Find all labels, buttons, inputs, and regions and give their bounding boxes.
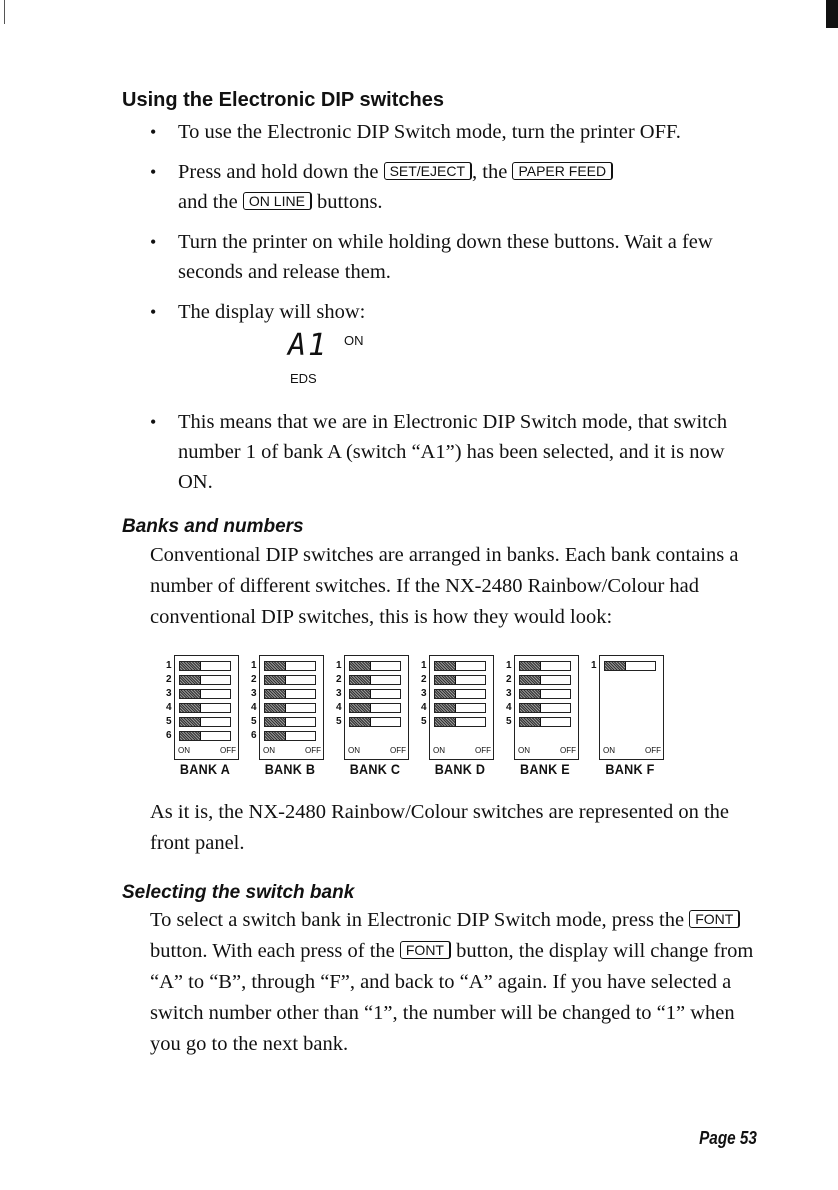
switch-number: 3 bbox=[251, 687, 257, 699]
bank-label: BANK E bbox=[520, 760, 570, 777]
switch-number: 5 bbox=[336, 715, 342, 727]
switch-knob bbox=[265, 704, 286, 712]
section-heading-banks: Banks and numbers bbox=[122, 516, 304, 537]
switch-number: 4 bbox=[421, 701, 427, 713]
dip-switch bbox=[251, 730, 323, 742]
dip-switch bbox=[336, 688, 408, 700]
switch-knob bbox=[435, 662, 456, 670]
switch-number: 1 bbox=[506, 659, 512, 671]
switch-slot bbox=[349, 689, 401, 699]
instruction-list bbox=[122, 117, 762, 327]
paper-feed-key: PAPER FEED bbox=[512, 162, 613, 180]
switch-slot bbox=[179, 731, 231, 741]
on-off-legend bbox=[603, 746, 661, 756]
switch-knob bbox=[180, 732, 201, 740]
switch-slot bbox=[264, 661, 316, 671]
switch-number: 4 bbox=[166, 701, 172, 713]
switch-slot bbox=[519, 703, 571, 713]
dip-switch bbox=[421, 688, 493, 700]
switch-slot bbox=[264, 675, 316, 685]
switch-number: 1 bbox=[421, 659, 427, 671]
dip-switch bbox=[251, 660, 323, 672]
bullet-turn-off: • To use the Electronic DIP Switch mode, turn the printer OFF. bbox=[122, 117, 762, 147]
dip-switch bbox=[506, 660, 578, 672]
switch-slot bbox=[434, 703, 486, 713]
switch-number: 2 bbox=[166, 673, 172, 685]
switch-knob bbox=[520, 718, 541, 726]
section-heading-using: Using the Electronic DIP switches bbox=[122, 89, 444, 111]
paragraph-text: button, the display will change from “A” to “B”, through “F”, and back to “A” again. If you have selected a switch number other than “1”, the number will be changed to “1” when you go to the next bank. bbox=[150, 940, 754, 1056]
switch-knob bbox=[435, 718, 456, 726]
off-label: OFF bbox=[645, 745, 661, 755]
bullet-turn-on: • Turn the printer on while holding down these buttons. Wait a few seconds and release them. bbox=[122, 227, 762, 287]
switch-number: 3 bbox=[421, 687, 427, 699]
switch-slot bbox=[519, 675, 571, 685]
switch-slot bbox=[434, 717, 486, 727]
off-label: OFF bbox=[220, 745, 236, 755]
switch-knob bbox=[350, 662, 371, 670]
scan-edge-line bbox=[4, 0, 5, 24]
switch-knob bbox=[180, 676, 201, 684]
selecting-paragraph bbox=[122, 905, 762, 1060]
dip-switch bbox=[506, 716, 578, 728]
switch-knob bbox=[180, 704, 201, 712]
dip-switch bbox=[506, 674, 578, 686]
switch-number: 2 bbox=[506, 673, 512, 685]
switch-slot bbox=[264, 703, 316, 713]
switch-slot bbox=[179, 689, 231, 699]
dip-switch bbox=[166, 688, 238, 700]
document-page bbox=[122, 88, 762, 1060]
switch-number: 6 bbox=[166, 729, 172, 741]
switch-knob bbox=[265, 732, 286, 740]
bullet-text: buttons. bbox=[311, 191, 383, 213]
switch-knob bbox=[180, 662, 201, 670]
bullet-text: , the bbox=[472, 161, 513, 183]
switch-knob bbox=[520, 690, 541, 698]
switch-slot bbox=[519, 689, 571, 699]
switch-knob bbox=[350, 690, 371, 698]
off-label: OFF bbox=[305, 745, 321, 755]
switch-slot bbox=[434, 661, 486, 671]
switch-number: 5 bbox=[506, 715, 512, 727]
bank-label: BANK F bbox=[605, 760, 655, 777]
switch-number: 3 bbox=[336, 687, 342, 699]
switch-knob bbox=[265, 690, 286, 698]
lcd-on-indicator: ON bbox=[344, 333, 364, 348]
switch-slot bbox=[179, 703, 231, 713]
dip-switch bbox=[506, 702, 578, 714]
dip-switch bbox=[591, 660, 663, 672]
switch-number: 1 bbox=[336, 659, 342, 671]
paragraph-text: button. With each press of the bbox=[150, 940, 400, 963]
bullet-display-show: • The display will show: bbox=[122, 297, 762, 327]
dip-switch bbox=[166, 674, 238, 686]
bank-label: BANK A bbox=[179, 760, 231, 777]
dip-switch bbox=[336, 674, 408, 686]
on-label: ON bbox=[178, 745, 190, 755]
switch-number: 2 bbox=[421, 673, 427, 685]
dip-switch bbox=[336, 660, 408, 672]
dip-switch bbox=[251, 716, 323, 728]
switch-slot bbox=[604, 661, 656, 671]
switch-knob bbox=[520, 662, 541, 670]
switch-number: 5 bbox=[166, 715, 172, 727]
dip-switch bbox=[421, 660, 493, 672]
on-off-legend bbox=[348, 746, 406, 756]
scan-edge-mark bbox=[826, 0, 838, 28]
switch-slot bbox=[349, 661, 401, 671]
bullet-text: and the bbox=[178, 191, 243, 213]
dip-switch-banks-diagram bbox=[166, 655, 726, 775]
front-panel-paragraph: As it is, the NX-2480 Rainbow/Colour switches are represented on the front panel. bbox=[150, 800, 730, 854]
switch-slot bbox=[264, 717, 316, 727]
switch-knob bbox=[350, 676, 371, 684]
switch-slot bbox=[179, 675, 231, 685]
instruction-list-2 bbox=[122, 407, 762, 497]
dip-switch bbox=[251, 688, 323, 700]
paragraph-text: To select a switch bank in Electronic DIP Switch mode, press the bbox=[150, 909, 690, 932]
bank-label: BANK B bbox=[264, 760, 316, 777]
switch-slot bbox=[519, 717, 571, 727]
switch-slot bbox=[264, 731, 316, 741]
switch-number: 3 bbox=[506, 687, 512, 699]
on-line-key: ON LINE bbox=[243, 192, 312, 210]
font-key: FONT bbox=[689, 910, 740, 928]
switch-knob bbox=[350, 718, 371, 726]
bullet-press-hold bbox=[122, 157, 762, 217]
on-label: ON bbox=[263, 745, 275, 755]
dip-switch bbox=[336, 702, 408, 714]
switch-number: 2 bbox=[251, 673, 257, 685]
section-heading-selecting: Selecting the switch bank bbox=[122, 881, 355, 903]
dip-switch bbox=[166, 730, 238, 742]
switch-knob bbox=[520, 704, 541, 712]
dip-switch bbox=[166, 660, 238, 672]
switch-slot bbox=[264, 689, 316, 699]
switch-knob bbox=[605, 662, 626, 670]
on-off-legend bbox=[518, 746, 576, 756]
switch-number: 1 bbox=[591, 659, 597, 671]
switch-slot bbox=[179, 661, 231, 671]
bank-label: BANK D bbox=[434, 760, 486, 777]
switch-knob bbox=[435, 690, 456, 698]
banks-paragraph: Conventional DIP switches are arranged in banks. Each bank contains a number of different switches. If the NX-2480 Rainbow/Colour had conventional DIP switches, this is how they would look: bbox=[150, 543, 739, 628]
switch-knob bbox=[520, 676, 541, 684]
set-eject-key: SET/EJECT bbox=[384, 162, 472, 180]
switch-number: 6 bbox=[251, 729, 257, 741]
lcd-main-readout: A1 bbox=[288, 328, 329, 363]
on-off-legend bbox=[178, 746, 236, 756]
on-label: ON bbox=[603, 745, 615, 755]
dip-switch bbox=[166, 702, 238, 714]
on-off-legend bbox=[433, 746, 491, 756]
switch-slot bbox=[349, 717, 401, 727]
switch-knob bbox=[180, 690, 201, 698]
switch-knob bbox=[435, 676, 456, 684]
switch-number: 3 bbox=[166, 687, 172, 699]
switch-slot bbox=[519, 661, 571, 671]
switch-knob bbox=[265, 718, 286, 726]
switch-number: 4 bbox=[336, 701, 342, 713]
dip-switch bbox=[421, 716, 493, 728]
switch-number: 1 bbox=[251, 659, 257, 671]
switch-number: 5 bbox=[251, 715, 257, 727]
switch-number: 1 bbox=[166, 659, 172, 671]
switch-knob bbox=[180, 718, 201, 726]
dip-switch bbox=[421, 702, 493, 714]
off-label: OFF bbox=[475, 745, 491, 755]
dip-switch bbox=[251, 674, 323, 686]
lcd-eds-indicator: EDS bbox=[290, 371, 317, 386]
page-number: Page 53 bbox=[699, 1128, 757, 1148]
switch-number: 2 bbox=[336, 673, 342, 685]
off-label: OFF bbox=[390, 745, 406, 755]
switch-number: 5 bbox=[421, 715, 427, 727]
switch-number: 4 bbox=[251, 701, 257, 713]
dip-switch bbox=[251, 702, 323, 714]
switch-knob bbox=[435, 704, 456, 712]
switch-knob bbox=[265, 676, 286, 684]
switch-slot bbox=[179, 717, 231, 727]
on-label: ON bbox=[348, 745, 360, 755]
bank-label: BANK C bbox=[349, 760, 401, 777]
dip-switch bbox=[421, 674, 493, 686]
switch-knob bbox=[265, 662, 286, 670]
bullet-meaning: • This means that we are in Electronic DIP Switch mode, that switch number 1 of bank A (switch “A1”) has been selected, and it is now ON. bbox=[122, 407, 762, 497]
switch-slot bbox=[349, 675, 401, 685]
switch-knob bbox=[350, 704, 371, 712]
on-label: ON bbox=[433, 745, 445, 755]
dip-switch bbox=[506, 688, 578, 700]
font-key: FONT bbox=[400, 941, 451, 959]
switch-slot bbox=[349, 703, 401, 713]
switch-slot bbox=[434, 689, 486, 699]
on-label: ON bbox=[518, 745, 530, 755]
off-label: OFF bbox=[560, 745, 576, 755]
switch-number: 4 bbox=[506, 701, 512, 713]
bullet-text: Press and hold down the bbox=[178, 161, 384, 183]
on-off-legend bbox=[263, 746, 321, 756]
dip-switch bbox=[336, 716, 408, 728]
lcd-display bbox=[288, 328, 762, 397]
switch-slot bbox=[434, 675, 486, 685]
dip-switch bbox=[166, 716, 238, 728]
